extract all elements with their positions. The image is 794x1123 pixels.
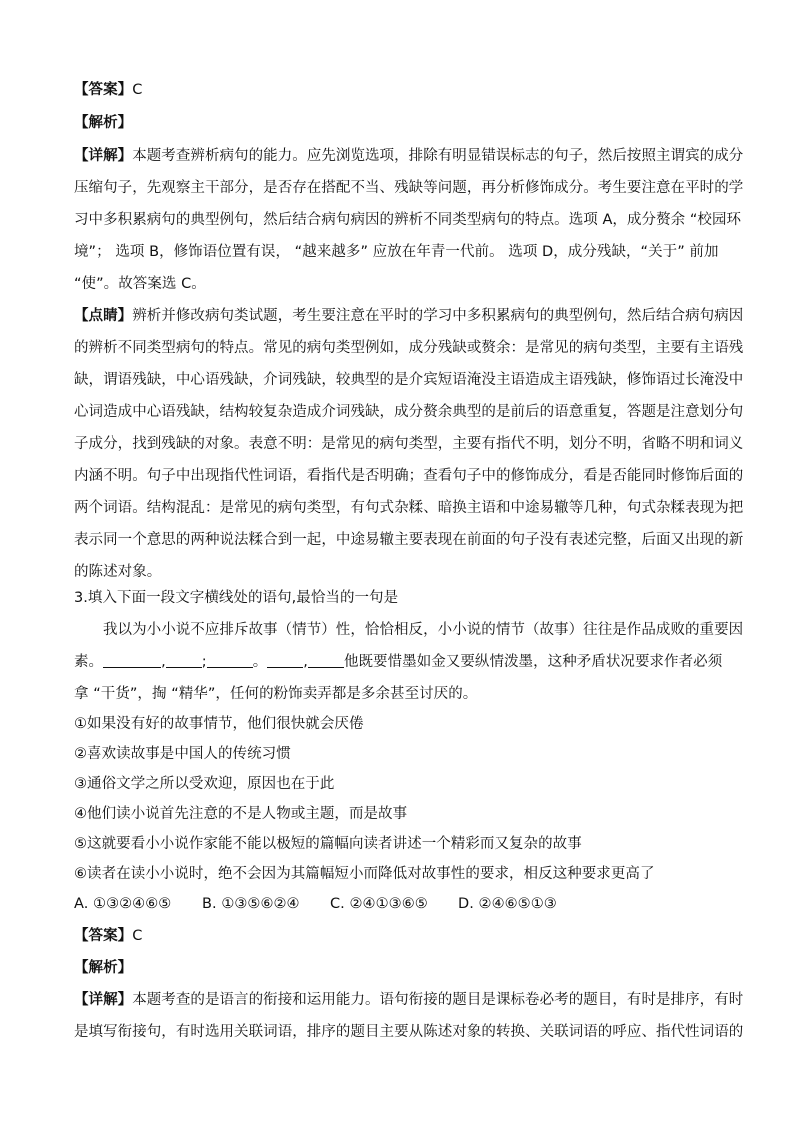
tip-tag: 【点睛】	[74, 308, 133, 324]
tip-text: 辨析并修改病句类试题，考生要注意在平时的学习中多积累病句的典型例句，然后结合病句病因	[132, 308, 744, 324]
tip-1-line-1	[74, 306, 743, 326]
detail-1-line-5: “使”。故答案选 C。	[74, 276, 206, 292]
option-c: C. ②④①③⑥⑤	[330, 896, 428, 912]
question-3-stem: 3.填入下面一段文字横线处的语句,最恰当的一句是	[74, 590, 399, 606]
blank-punct-1: ,	[161, 654, 166, 670]
question-3-para-2	[74, 652, 722, 672]
answer-value: C	[132, 82, 143, 98]
tip-1-line-6: 内涵不明。句子中出现指代性词语，看指代是否明确；查看句子中的修饰成分，看是否能同时修饰后面的	[74, 468, 744, 484]
analysis-2	[74, 958, 132, 978]
detail-text: 本题考查的是语言的衔接和运用能力。语句衔接的题目是课标卷必考的题目，有时是排序，有时	[132, 992, 744, 1008]
blank-punct-4: ,	[303, 654, 308, 670]
tip-1-line-8: 表示同一个意思的两种说法糅合到一起，中途易辙主要表现在前面的句子没有表述完整，后面又出现的新	[74, 532, 744, 548]
sentence-item-3: ③通俗文学之所以受欢迎，原因也在于此	[74, 776, 335, 792]
detail-1-line-3: 习中多积累病句的典型例句，然后结合病句病因的辨析不同类型病句的特点。选项 A，成分赘余 “校园环	[74, 212, 742, 228]
question-3-para-3: 拿 “干货”，掏 “精华”，任何的粉饰卖弄都是多余甚至讨厌的。	[74, 686, 478, 702]
para-2-start: 素。	[74, 654, 104, 670]
tip-1-line-5: 子成分，找到残缺的对象。表意不明：是常见的病句类型，主要有指代不明，划分不明，省略不明和词义	[74, 436, 744, 452]
sentence-item-4: ④他们读小说首先注意的不是人物或主题，而是故事	[74, 806, 408, 822]
tip-1-line-9: 的陈述对象。	[74, 564, 162, 580]
detail-1-line-2: 压缩句子，先观察主干部分，是否存在搭配不当、残缺等问题，再分析修饰成分。考生要注意在平时的学	[74, 180, 744, 196]
answer-2	[74, 926, 142, 946]
option-b: B. ①③⑤⑥②④	[202, 896, 300, 912]
answer-tag: 【答案】	[74, 82, 133, 98]
analysis-tag: 【解析】	[74, 960, 133, 976]
tip-1-line-3: 缺，谓语残缺，中心语残缺，介词残缺，较典型的是介宾短语淹没主语造成主语残缺，修饰语过长淹没中	[74, 372, 744, 388]
blank-punct-3: 。	[252, 654, 268, 670]
fill-blank-1	[103, 653, 161, 668]
sentence-item-6: ⑥读者在读小小说时，绝不会因为其篇幅短小而降低对故事性的要求，相反这种要求更高了	[74, 866, 655, 882]
tip-1-line-2: 的辨析不同类型病句的特点。常见的病句类型例如，成分残缺或赘余：是常见的病句类型，主要有主语残	[74, 340, 744, 356]
option-a: A. ①③②④⑥⑤	[74, 896, 172, 912]
detail-2-line-2: 是填写衔接句，有时选用关联词语，排序的题目主要从陈述对象的转换、关联词语的呼应、指代性词语的	[74, 1024, 744, 1040]
answer-1	[74, 80, 142, 100]
question-3-para-1: 我以为小小说不应排斥故事（情节）性，恰恰相反，小小说的情节（故事）往往是作品成败的重要因	[103, 622, 744, 638]
option-d: D. ②④⑥⑤①③	[458, 896, 557, 912]
sentence-item-2: ②喜欢读故事是中国人的传统习惯	[74, 746, 291, 762]
fill-blank-5	[308, 653, 344, 668]
analysis-1	[74, 113, 132, 133]
detail-1-line-4: 境”； 选项 B，修饰语位置有误， “越来越多” 应放在年青一代前。 选项 D，成分残缺，“关于” 前加	[74, 244, 719, 260]
detail-text: 本题考查辨析病句的能力。应先浏览选项，排除有明显错误标志的句子，然后按照主谓宾的成分	[132, 148, 744, 164]
answer-tag: 【答案】	[74, 928, 133, 944]
blank-punct-2: ;	[201, 654, 207, 670]
fill-blank-2	[166, 653, 202, 668]
answer-options	[74, 894, 557, 914]
fill-blank-4	[267, 653, 303, 668]
tip-1-line-4: 心词造成中心语残缺，结构较复杂造成介词残缺，成分赘余典型的是前后的语意重复，答题是注意划分句	[74, 404, 744, 420]
para-2-end: 他既要惜墨如金又要纵情泼墨，这种矛盾状况要求作者必须	[343, 654, 723, 670]
detail-tag: 【详解】	[74, 992, 133, 1008]
detail-1-line-1	[74, 146, 743, 166]
answer-value: C	[132, 928, 143, 944]
sentence-item-5: ⑤这就要看小小说作家能不能以极短的篇幅向读者讲述一个精彩而又复杂的故事	[74, 836, 582, 852]
sentence-item-1: ①如果没有好的故事情节，他们很快就会厌倦	[74, 716, 364, 732]
detail-2-line-1	[74, 990, 743, 1010]
tip-1-line-7: 两个词语。结构混乱：是常见的病句类型，有句式杂糅、暗换主语和中途易辙等几种，句式杂糅表现为把	[74, 500, 744, 516]
analysis-tag: 【解析】	[74, 115, 133, 131]
fill-blank-3	[207, 653, 253, 668]
detail-tag: 【详解】	[74, 148, 133, 164]
